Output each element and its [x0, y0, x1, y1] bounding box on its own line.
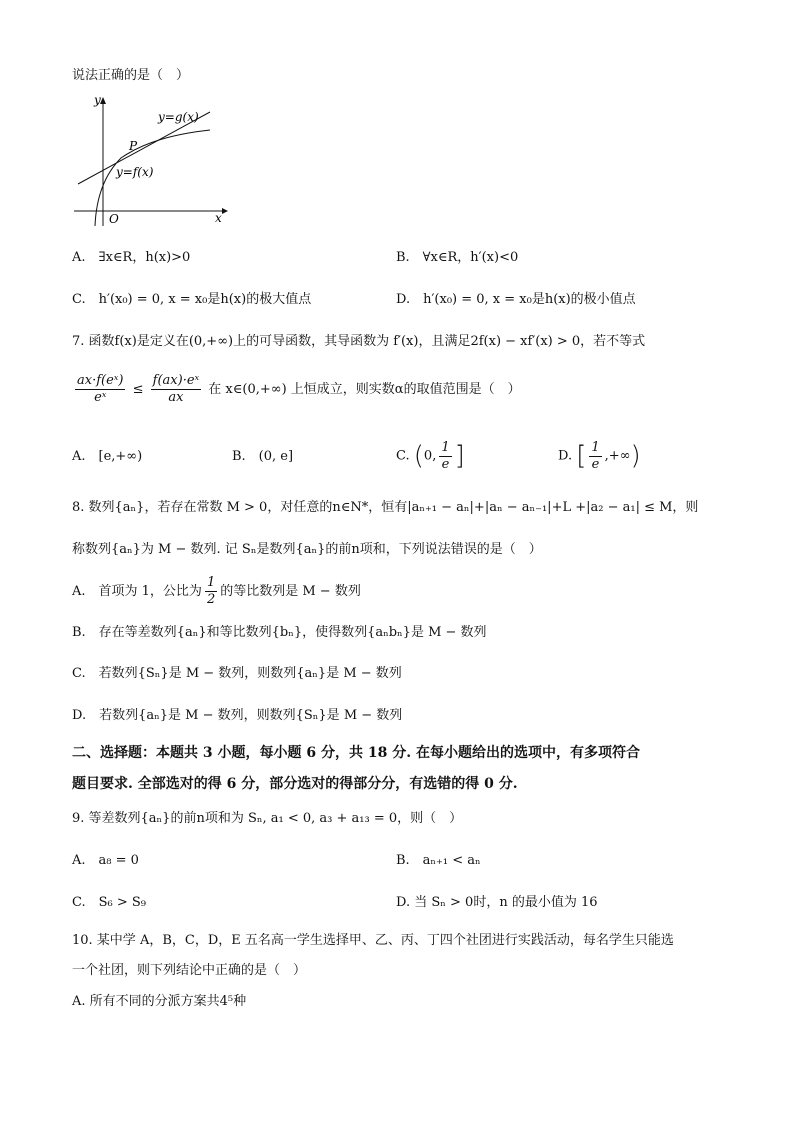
q9-stem: 9. 等差数列{aₙ}的前n项和为 Sₙ, a₁ < 0, a₃ + a₁₃ = 0，则（ ）	[72, 811, 463, 826]
q7-option-c-label: C.	[396, 448, 410, 464]
q7-option-d-den: e	[591, 456, 600, 472]
q6-stem: 说法正确的是（ ）	[72, 68, 190, 83]
q10-stem-line1: 10. 某中学 A，B，C，D，E 五名高一学生选择甲、乙、丙、丁四个社团进行实践活动，每名学生只能选	[72, 933, 674, 948]
q6-option-d: D. h′(x₀) = 0, x = x₀是h(x)的极小值点	[396, 292, 636, 307]
q7-rhs-denominator: ax	[168, 390, 184, 405]
q10-stem-line2: 一个社团，则下列结论中正确的是（ ）	[72, 963, 307, 978]
function-graph	[66, 92, 236, 232]
q8-option-a-post: 的等比数列是 M − 数列	[220, 584, 361, 599]
q8-option-c: C. 若数列{Sₙ}是 M − 数列，则数列{aₙ}是 M − 数列	[72, 666, 402, 681]
section2-header-line2: 题目要求. 全部选对的得 6 分，部分选对的得部分分，有选错的得 0 分.	[72, 776, 518, 792]
q7-leq: ≤	[132, 382, 144, 397]
q8-option-a-pre: A. 首项为 1，公比为	[72, 584, 202, 599]
point-p-label: P	[129, 139, 138, 153]
q7-option-d-right: ,+∞	[604, 448, 631, 464]
q7-stem-tail: 在 x∈(0,+∞) 上恒成立，则实数α的取值范围是（ ）	[208, 382, 521, 397]
q7-option-c	[396, 436, 465, 477]
q9-option-b: B. aₙ₊₁ < aₙ	[396, 853, 481, 868]
q8-stem-line2: 称数列{aₙ}为 M − 数列. 记 Sₙ是数列{aₙ}的前n项和，下列说法错误的是（ ）	[72, 542, 542, 557]
q7-option-a: A. [e,+∞)	[72, 449, 143, 464]
q6-option-a: A. ∃x∈R，h(x)>0	[72, 250, 191, 265]
q8-option-a	[72, 574, 361, 610]
q9-option-d: D. 当 Sₙ > 0时，n 的最小值为 16	[396, 895, 598, 910]
q6-option-b: B. ∀x∈R，h′(x)<0	[396, 250, 519, 265]
q7-option-d-label: D.	[558, 448, 573, 464]
q7-lhs-denominator: eˣ	[94, 390, 107, 405]
q7-lhs-numerator: ax·f(eˣ)	[77, 373, 124, 388]
q7-option-c-fraction	[439, 440, 451, 473]
q7-option-d	[558, 436, 641, 477]
q7-option-c-num: 1	[441, 439, 450, 455]
q8-option-b: B. 存在等差数列{aₙ}和等比数列{bₙ}，使得数列{aₙbₙ}是 M − 数列	[72, 625, 487, 640]
q7-rhs-fraction	[151, 373, 201, 406]
q10-option-a: A. 所有不同的分派方案共4⁵种	[72, 994, 247, 1009]
q8-option-a-fraction	[205, 575, 217, 608]
section2-header-line1: 二、选择题：本题共 3 小题，每小题 6 分，共 18 分. 在每小题给出的选项中，有多项符合	[72, 745, 640, 761]
q6-option-c: C. h′(x₀) = 0, x = x₀是h(x)的极大值点	[72, 292, 312, 307]
q8-option-a-num: 1	[206, 575, 216, 590]
q7-option-d-num: 1	[591, 439, 600, 455]
q9-option-a: A. a₈ = 0	[72, 853, 139, 868]
curve-f-label: y=f(x)	[116, 165, 154, 179]
q7-option-d-fraction	[589, 440, 601, 473]
q7-lhs-fraction	[75, 373, 125, 406]
q7-stem-line1: 7. 函数f(x)是定义在(0,+∞)上的可导函数，其导函数为 f′(x)，且满足2f(x) − xf′(x) > 0，若不等式	[72, 334, 646, 349]
y-axis-arrow	[100, 97, 106, 104]
q7-option-c-bracket-close: ]	[454, 441, 465, 471]
x-axis-arrow	[222, 208, 228, 214]
y-axis-label: y	[94, 93, 101, 107]
q7-option-d-paren-close: )	[630, 441, 641, 471]
q7-rhs-numerator: f(ax)·eˣ	[152, 373, 200, 388]
q7-option-c-den: e	[441, 456, 450, 472]
q7-option-d-bracket-open: [	[576, 441, 587, 471]
x-axis-label: x	[215, 211, 222, 225]
q7-option-c-paren-open: (	[413, 441, 424, 471]
q9-option-c: C. S₆ > S₉	[72, 895, 147, 910]
q7-option-c-left: 0,	[423, 448, 437, 464]
origin-label: O	[109, 212, 119, 226]
q8-option-a-den: 2	[206, 592, 216, 607]
q7-inequality	[72, 370, 521, 410]
curve-g-label: y=g(x)	[158, 110, 199, 124]
q8-stem-line1: 8. 数列{aₙ}，若存在常数 M > 0，对任意的n∈N*，恒有|aₙ₊₁ − aₙ|+|aₙ − aₙ₋₁|+L +|a₂ − a₁| ≤ M，则	[72, 500, 699, 515]
q7-option-b: B. (0, e]	[232, 449, 294, 464]
q8-option-d: D. 若数列{aₙ}是 M − 数列，则数列{Sₙ}是 M − 数列	[72, 708, 403, 723]
